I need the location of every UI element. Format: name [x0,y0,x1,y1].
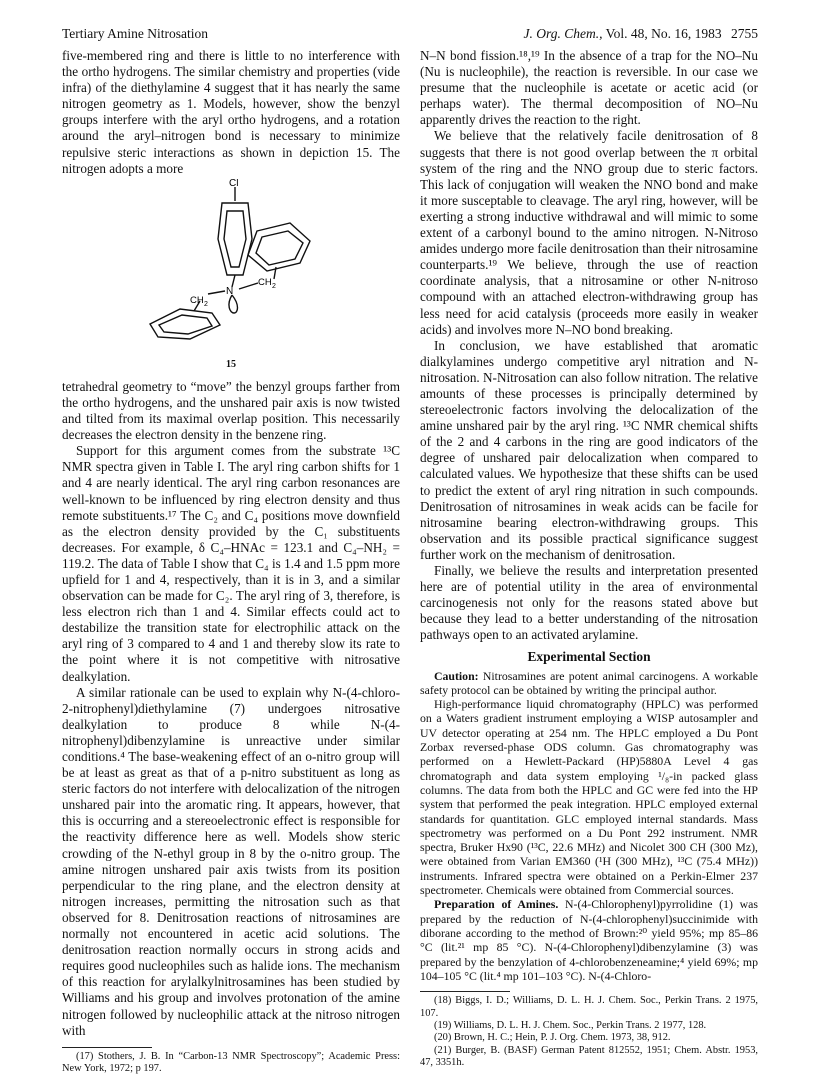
preparation-label: Preparation of Amines. [434,897,559,912]
left-ch2-subscript: 2 [204,300,208,308]
journal-name: J. Org. Chem., [523,26,603,41]
caution-text: Nitrosamines are potent animal carcinogens. A workable safety protocol can be obtained by writing the principal author. [420,668,758,697]
footnote-21: (21) Burger, B. (BASF) German Patent 812552, 1951; Chem. Abstr. 1953, 47, 3351h. [420,1044,758,1069]
left-ch2-label: CH [190,294,204,306]
caution-paragraph [420,669,758,698]
left-paragraph-3: Support for this argument comes from the substrate ¹³C NMR spectra given in Table I. The aryl ring carbon shifts for 1 and 4 are nearly identical. The aryl ring carbon resonances are well-known to be influenced by ring electron density and thus remote substituents.¹⁷ The C₂ and C₄ positions move downfield as the electron density provided by the C₁ substituents decreases. For example, δ C₄–HNAc = 123.1 and C₄–NH₂ = 119.2. The data of Table I show that C₄ is 1.4 and 1.5 ppm more upfield for 1 and 4, respectively, than it is in 3, and a similar observation can be made for C₂. The aryl ring of 3, therefore, is less electron rich than 1 and 4. Similar effects could act to destabilize the transition state for electrophilic attack on the aryl ring of 3 compared to 4 and 1 and thereby slow its rate to the point where it is not competitive with nitrosative dealkylation. [62,443,400,684]
right-paragraph-4: Finally, we believe the results and interpretation presented here are of potential utility in the area of environmental carcinogenesis not only for the reasons stated above but because they lead to a better understanding of the nitrosation pathways open to an activated arylamine. [420,563,758,643]
journal-citation [523,26,758,42]
nitrogen-label: N [226,285,234,297]
dibenzylamine-structure [62,179,400,355]
preparation-text: N-(4-Chlorophenyl)pyrrolidine (1) was prepared by the reduction of N-(4-chlorophenyl)succinimide with diborane according to the method of Brown:²⁰ yield 95%; mp 85–86 °C (lit.²¹ mp 85 °C). N-(4-Chlorophenyl)dibenzylamine (3) was prepared by the benzylation of 4-chlorobenzeneamine;⁴ yield 69%; mp 104–105 °C (lit.⁴ mp 101–103 °C). N-(4-Chloro- [420,897,758,983]
footnote-20: (20) Brown, H. C.; Hein, P. J. Org. Chem. 1973, 38, 912. [434,1032,671,1044]
running-head: Tertiary Amine Nitrosation [62,26,209,41]
left-paragraph-4: A similar rationale can be used to explain why N-(4-chloro-2-nitrophenyl)diethylamine (7) undergoes nitrosative dealkylation to produce 8 while N-(4-nitrophenyl)dibenzylamine is unreactive under similar conditions.⁴ The base-weakening effect of an o-nitro group will be at least as great as that of a p-nitro substituent as long as steric factors do not interfere with delocalization of the nitrogen unshared pair into the aromatic ring. It appears, however, that this is occurring and a stereoelectronic effect is responsible for the reactivity difference here as well. Models show steric crowding of the N-ethyl group in 8 by the o-nitro group. The amine nitrogen unshared pair axis twists from its position perpendicular to the ring plane, and the electron density at nitrogen increases, permitting the nitrosation such as that observed for 8. Denitrosation reactions of nitrosamines are normally not encountered in acetic acid solutions. The denitrosation reaction normally occurs in strong acids and requires good nucleophiles such as halide ions. The mechanism of this reaction for arylalkylnitrosamines has been studied by Williams and his group and involves protonation of the amine nitrogen followed by nucleophilic attack at the nitroso nitrogen with [62,684,400,1038]
chlorine-label: Cl [229,178,239,189]
caution-label: Caution: [434,668,479,683]
right-paragraph-3: In conclusion, we have established that aromatic dialkylamines undergo competitive aryl nitration and N-nitrosation. N-Nitrosation can also follow nitration. The relative amounts of these processes is principally determined by stereoelectronic factors involving the delocalization of the amine unshared pair by the aryl ring. ¹³C NMR chemical shifts of the 2 and 4 carbons in the ring are good indicators of the degree of unshared pair delocalization when compared to calculated values. We hypothesize that these shifts can be used to predict the extent of aryl ring nitration in such compounds. Denitrosation of nitrosamines in weak acids can be facile for nitrosamine bearing electron-withdrawing groups. This observation and its possible practical significance suggest further work on the mechanism of denitrosation. [420,337,758,562]
left-paragraph-2: tetrahedral geometry to “move” the benzyl groups farther from the ortho hydrogens, and the unshared pair axis is now twisted and tilted from its maximal overlap position. This necessarily decreases the electron density in the benzene ring. [62,378,400,443]
footnote-rule-right [420,991,510,992]
journal-volume: Vol. 48, No. 16, 1983 [605,26,722,41]
structure-figure [62,179,400,355]
preparation-paragraph [420,897,758,983]
footnote-rule [62,1047,152,1048]
page-number: 2755 [731,26,758,41]
right-paragraph-2: We believe that the relatively facile denitrosation of 8 suggests that there is not good overlap between the π orbital system of the ring and the NNO group due to steric factors. This lack of conjugation will weaken the NNO bond and make it more susceptable to cleavage. The aryl ring, however, will be exerting a strong inductive withdrawal and will mimic to some extent of a carbonyl bound to the amino nitrogen. N-Nitroso amides undergo more facile denitrosation than their nitrosamine counterparts.¹⁹ We believe, through the use of reaction coordinate analysis, that a nitrosamine or other N-nitroso compound with an attached electron-withdrawing group has less need for acid catalysis (proceeds more easily in weaker acids) and involves more N–NO bond breaking. [420,128,758,337]
left-column [62,48,400,1076]
section-heading: Experimental Section [527,649,651,665]
right-paragraph-1: N–N bond fission.¹⁸,¹⁹ In the absence of a trap for the NO–Nu (Nu is nucleophile), the reaction is reversible. In our case we presume that the nucleophile is acetate or acetic acid (or perhaps water). The thermal decomposition of NO–Nu apparently drives the reaction to the right. [420,48,758,128]
footnote-17: (17) Stothers, J. B. In “Carbon-13 NMR Spectroscopy”; Academic Press: New York, 1972; p 197. [62,1050,400,1075]
footnote-19: (19) Williams, D. L. H. J. Chem. Soc., Perkin Trans. 2 1977, 128. [434,1019,707,1031]
right-ch2-subscript: 2 [272,282,276,290]
figure-label: 15 [226,358,236,370]
right-ch2-label: CH [258,276,272,288]
footnote-18: (18) Biggs, I. D.; Williams, D. L. H. J. Chem. Soc., Perkin Trans. 2 1975, 107. [420,995,758,1019]
methods-paragraph: High-performance liquid chromatography (HPLC) was performed on a Waters gradient instrument employing a WISP autosampler and UV detector operating at 254 nm. The HPLC employed a Du Pont Zorbax reversed-phase ODS column. Gas chromatography was performed on a Hewlett-Packard (HP)5880A Level 4 gas chromatograph and data system employing ¹/₈-in packed glass columns. The data from both the HPLC and GC were fed into the HP system that performed the peak integration. HPLC employed external standards for quantitation. GLC employed internal standards. Mass spectrometry was performed on a Du Pont 292 instrument. NMR spectra, Bruker Hx90 (¹³C, 22.6 MHz) and Nicolet 300 CH (300 Mz), were obtained from Varian EM360 (¹H (300 MHz), ¹³C (75.4 MHz)) instruments. Infrared spectra were obtained on a Perkin-Elmer 237 spectrometer. Chemicals were obtained from Commercial sources. [420,697,758,898]
experimental-text [420,669,758,984]
left-paragraph-1: five-membered ring and there is little to no interference with the ortho hydrogens. The similar chemistry and properties (vide infra) of the diethylamine 4 suggest that it has nearly the same nitrogen geometry as 1. Models, however, show the benzyl groups interfere with the aryl ortho hydrogens, and a rotation around the aryl–nitrogen bond is necessary to minimize repulsive steric interactions as shown in depiction 15. The nitrogen adopts a more [62,48,400,176]
right-column [420,48,758,1070]
